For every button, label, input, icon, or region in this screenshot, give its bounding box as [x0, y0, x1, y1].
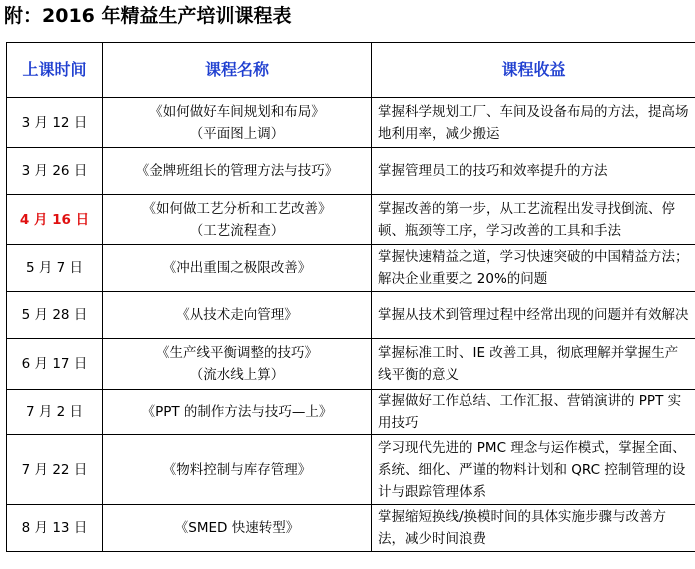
course-date: 8 月 13 日 [7, 505, 103, 552]
course-benefit: 掌握科学规划工厂、车间及设备布局的方法，提高场地利用率，减少搬运 [372, 98, 695, 148]
course-title: 《冲出重围之极限改善》 [162, 260, 312, 276]
course-benefit: 掌握快速精益之道，学习快速突破的中国精益方法；解决企业重要之 20%的问题 [372, 245, 695, 292]
table-row [7, 98, 695, 148]
course-date: 5 月 28 日 [7, 292, 103, 339]
course-name [103, 98, 372, 148]
course-name [103, 505, 372, 552]
course-benefit: 学习现代先进的 PMC 理念与运作模式，掌握全面、系统、细化、严谨的物料计划和 QRC 控制管理的设计与跟踪管理体系 [372, 435, 695, 505]
course-name [103, 245, 372, 292]
course-title: 《如何做好车间规划和布局》 [149, 103, 325, 120]
header-course-name: 课程名称 [103, 43, 372, 98]
table-row [7, 339, 695, 390]
course-date: 7 月 2 日 [7, 390, 103, 435]
table-row [7, 505, 695, 552]
course-title: 《PPT 的制作方法与技巧—上》 [141, 404, 333, 420]
course-date: 7 月 22 日 [7, 435, 103, 505]
course-name [103, 292, 372, 339]
course-subtitle: （流水线上算） [189, 367, 285, 383]
table-header-row [7, 43, 695, 98]
course-title: 《如何做工艺分析和工艺改善》 [142, 200, 332, 217]
course-title: 《从技术走向管理》 [176, 307, 298, 323]
table-row [7, 390, 695, 435]
course-benefit: 掌握缩短换线/换模时间的具体实施步骤与改善方法，减少时间浪费 [372, 505, 695, 552]
course-benefit: 掌握改善的第一步，从工艺流程出发寻找倒流、停顿、瓶颈等工序，学习改善的工具和手法 [372, 195, 695, 245]
course-subtitle: （工艺流程查） [189, 222, 285, 239]
table-row [7, 292, 695, 339]
course-date: 4 月 16 日 [7, 195, 103, 245]
table-row [7, 435, 695, 505]
course-date: 5 月 7 日 [7, 245, 103, 292]
course-title: 《生产线平衡调整的技巧》 [156, 345, 318, 361]
table-body [7, 98, 695, 552]
course-date: 3 月 26 日 [7, 148, 103, 195]
course-schedule-table [6, 42, 695, 552]
header-date: 上课时间 [7, 43, 103, 98]
course-name [103, 339, 372, 390]
course-title: 《SMED 快速转型》 [174, 520, 300, 536]
header-benefit: 课程收益 [372, 43, 695, 98]
table-row [7, 245, 695, 292]
course-title: 《金牌班组长的管理方法与技巧》 [135, 163, 339, 179]
course-benefit: 掌握从技术到管理过程中经常出现的问题并有效解决 [372, 292, 695, 339]
course-name [103, 390, 372, 435]
page-title: 附：2016 年精益生产培训课程表 [4, 5, 292, 27]
course-date: 6 月 17 日 [7, 339, 103, 390]
course-benefit: 掌握做好工作总结、工作汇报、营销演讲的 PPT 实用技巧 [372, 390, 695, 435]
table-row [7, 148, 695, 195]
course-title: 《物料控制与库存管理》 [162, 461, 312, 478]
course-name [103, 148, 372, 195]
table-row [7, 195, 695, 245]
course-name [103, 435, 372, 505]
course-name [103, 195, 372, 245]
course-date: 3 月 12 日 [7, 98, 103, 148]
course-subtitle: （平面图上调） [189, 125, 285, 142]
course-benefit: 掌握标准工时、IE 改善工具，彻底理解并掌握生产线平衡的意义 [372, 339, 695, 390]
course-benefit: 掌握管理员工的技巧和效率提升的方法 [372, 148, 695, 195]
